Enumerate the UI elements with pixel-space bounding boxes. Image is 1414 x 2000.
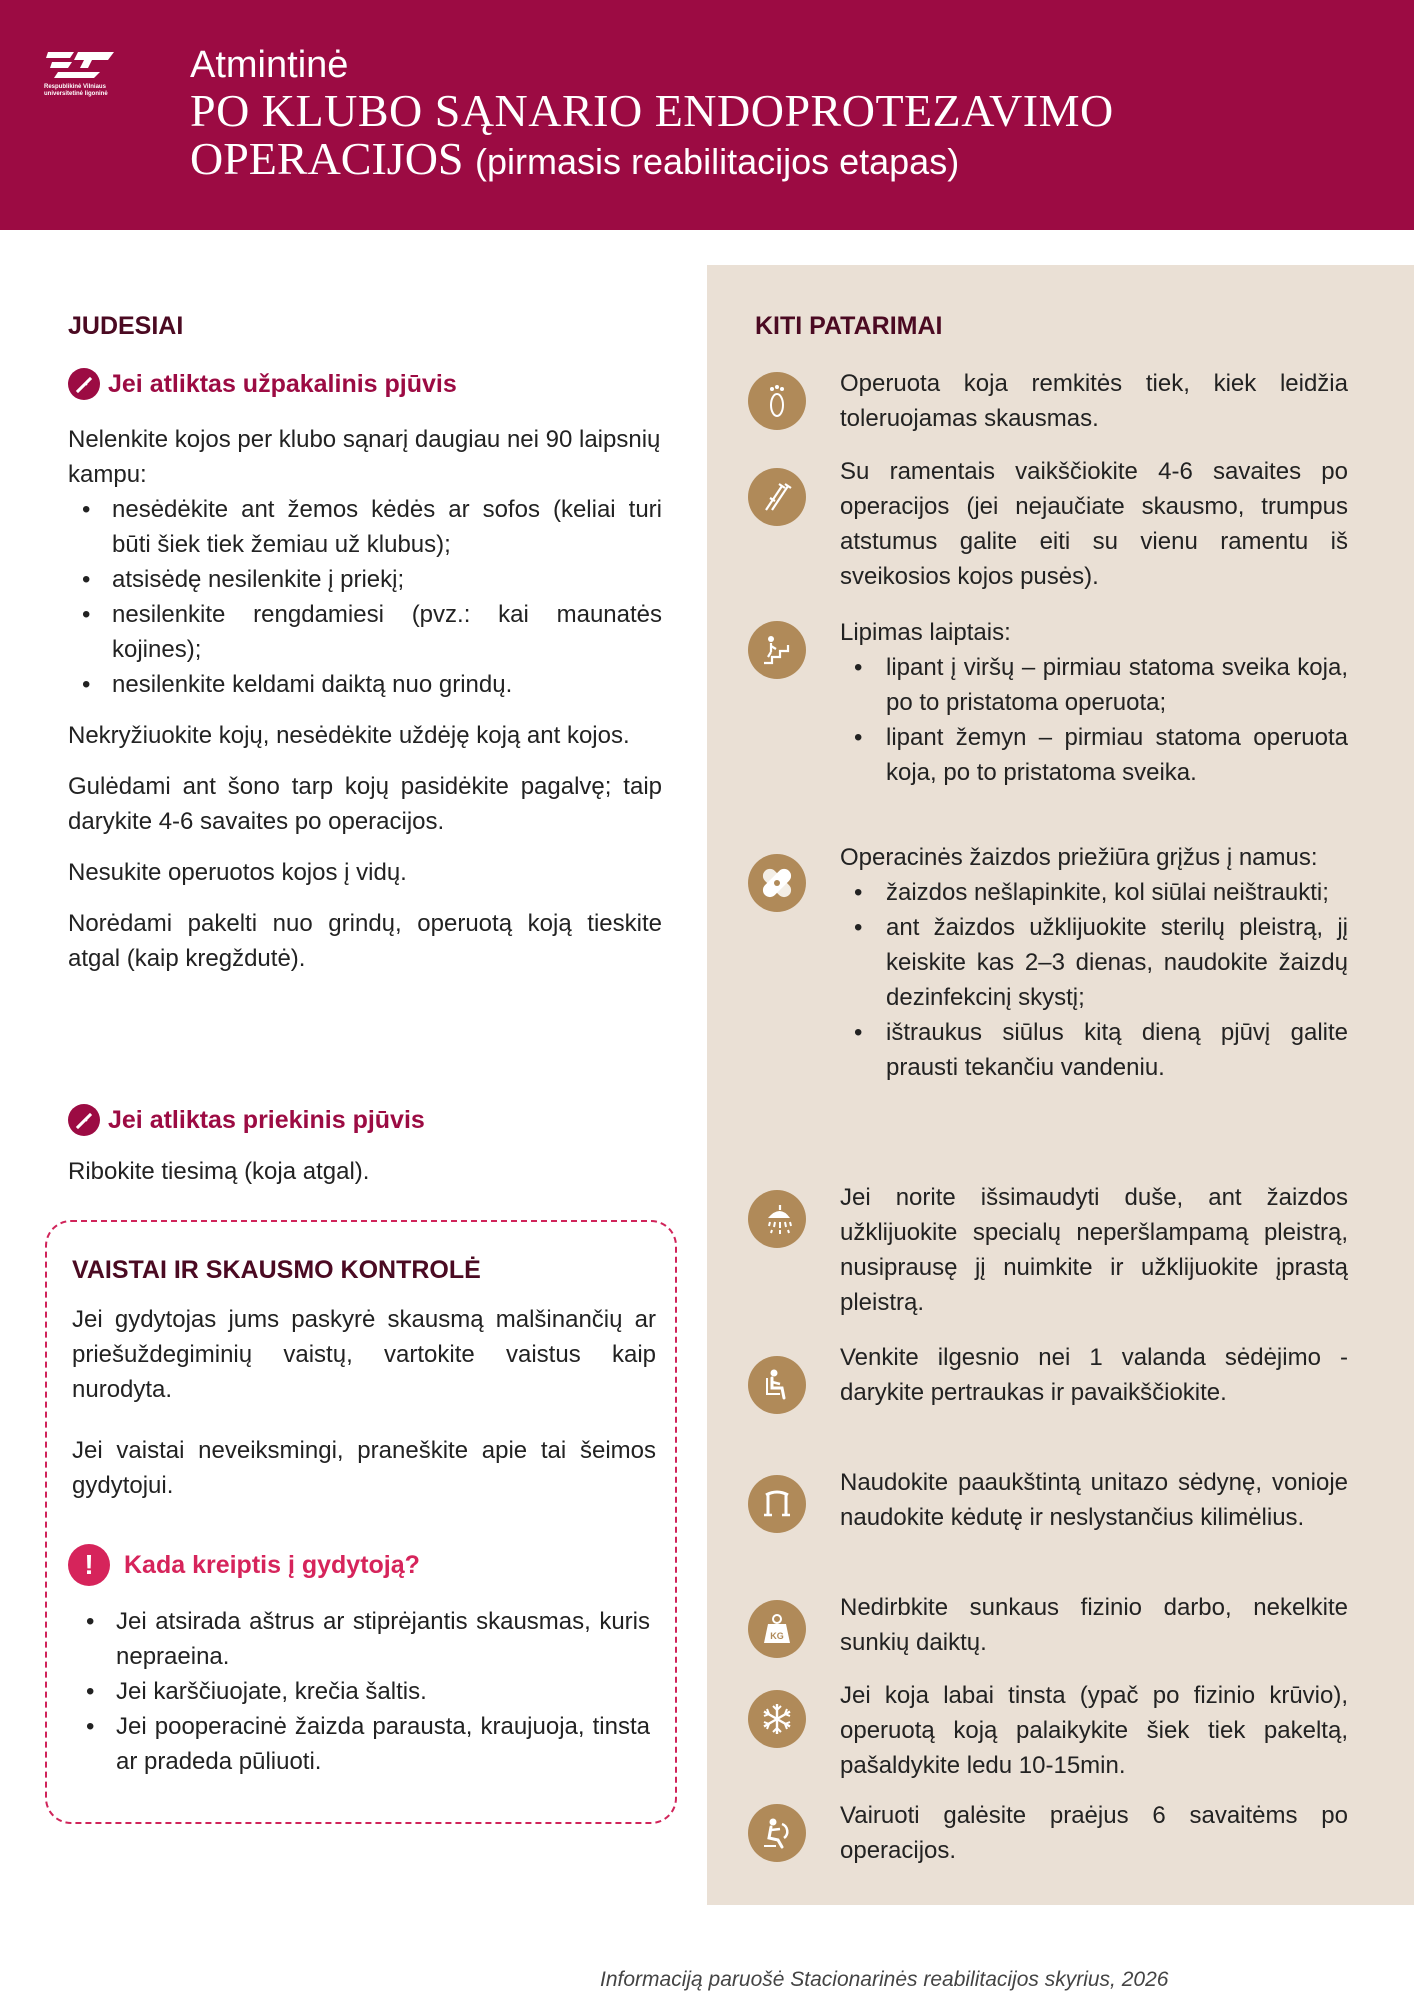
weight-kg-icon <box>748 1600 806 1658</box>
title-line-3 <box>190 134 1370 187</box>
movements-title: JUDESIAI <box>68 312 184 340</box>
weight-kg-label: KG <box>770 1631 784 1641</box>
page-title <box>190 42 1370 187</box>
posterior-intro: Nelenkite kojos per klubo sąnarį daugiau nei 90 laipsnių kampu: <box>68 426 661 488</box>
tip-text: Operuota koja remkitės tiek, kiek leidžia toleruojamas skausmas. <box>840 370 1348 432</box>
posterior-p2: Gulėdami ant šono tarp kojų pasidėkite pagalvę; taip darykite 4-6 savaites po operacijos. <box>68 773 662 835</box>
tip-text <box>840 615 1348 790</box>
anterior-text: Ribokite tiesimą (koja atgal). <box>68 1158 370 1185</box>
posterior-title: Jei atliktas užpakalinis pjūvis <box>108 369 457 398</box>
logo-text: Respublikinė Vilniaus universitetinė ligoninė <box>44 84 108 97</box>
footer-credit: Informaciją paruošė Stacionarinės reabilitacijos skyrius, 2026 <box>600 1968 1169 1991</box>
driver-icon <box>748 1804 806 1862</box>
anterior-heading <box>68 1104 425 1136</box>
meds-p1: Jei gydytojas jums paskyrė skausmą malšinančių ar priešuždegiminių vaistų, vartokite vaistus kaip nurodyta. <box>72 1306 656 1403</box>
footprint-icon <box>748 372 806 430</box>
title-line-3-main: OPERACIJOS <box>190 133 464 184</box>
bandage-icon <box>748 854 806 912</box>
tip-text: Naudokite paaukštintą unitazo sėdynę, vonioje naudokite kėdutę ir neslystančius kilimėlius. <box>840 1469 1348 1531</box>
tips-title: KITI PATARIMAI <box>755 312 943 340</box>
list-item: • lipant žemyn – pirmiau statoma operuota koja, po to pristatoma sveika. <box>840 720 1348 790</box>
shower-icon <box>748 1190 806 1248</box>
header-banner <box>0 0 1414 230</box>
list-item: • Jei atsirada aštrus ar stiprėjantis skausmas, kuris nepraeina. <box>72 1604 650 1674</box>
tip-text: Jei koja labai tinsta (ypač po fizinio krūvio), operuotą koją palaikykite šiek tiek pakeltą, pašaldykite ledu 10-15min. <box>840 1682 1348 1779</box>
posterior-list <box>68 492 662 702</box>
posterior-block <box>68 422 662 976</box>
meds-title: VAISTAI IR SKAUSMO KONTROLĖ <box>72 1256 481 1284</box>
list-item: • Jei karščiuojate, krečia šaltis. <box>72 1674 650 1709</box>
meds-p2: Jei vaistai neveiksmingi, praneškite apie tai šeimos gydytojui. <box>72 1437 656 1499</box>
exclamation-icon: ! <box>68 1544 110 1586</box>
list-item: • Jei pooperacinė žaizda parausta, kraujuoja, tinsta ar pradeda pūliuoti. <box>72 1709 650 1779</box>
alert-title: Kada kreiptis į gydytoją? <box>124 1550 420 1579</box>
list-item: • ant žaizdos užklijuokite sterilų pleistrą, jį keiskite kas 2–3 dienas, naudokite žaizdų dezinfekcinį skystį; <box>840 910 1348 1015</box>
alert-block <box>72 1604 650 1779</box>
snowflake-icon <box>748 1690 806 1748</box>
list-item: • nesėdėkite ant žemos kėdės ar sofos (keliai turi būti šiek tiek žemiau už klubus); <box>68 492 662 562</box>
tip-text: Jei norite išsimaudyti duše, ant žaizdos užklijuokite specialų neperšlampamą pleistrą, nusiprausę jį nuimkite ir užklijuokite įprastą pleistrą. <box>840 1184 1348 1316</box>
list-item: • lipant į viršų – pirmiau statoma sveika koja, po to pristatoma operuota; <box>840 650 1348 720</box>
scalpel-icon <box>68 1104 100 1136</box>
alert-heading <box>68 1544 420 1586</box>
alert-list <box>72 1604 650 1779</box>
tip-text: Nedirbkite sunkaus fizinio darbo, nekelkite sunkių daiktų. <box>840 1594 1348 1656</box>
stairs-icon <box>748 621 806 679</box>
wound-intro: Operacinės žaizdos priežiūra grįžus į namus: <box>840 844 1318 871</box>
anterior-title: Jei atliktas priekinis pjūvis <box>108 1105 425 1134</box>
list-item: • žaizdos nešlapinkite, kol siūlai neištraukti; <box>840 875 1348 910</box>
stairs-list <box>840 650 1348 790</box>
sitting-person-icon <box>748 1356 806 1414</box>
title-line-3-sub: (pirmasis reabilitacijos etapas) <box>475 141 960 182</box>
hospital-logo <box>44 48 118 108</box>
posterior-p3: Nesukite operuotos kojos į vidų. <box>68 859 407 886</box>
crutches-icon <box>748 468 806 526</box>
title-line-1: Atmintinė <box>190 44 349 86</box>
tip-text: Venkite ilgesnio nei 1 valanda sėdėjimo - darykite pertraukas ir pavaikščiokite. <box>840 1344 1348 1406</box>
scalpel-icon <box>68 368 100 400</box>
posterior-p1: Nekryžiuokite kojų, nesėdėkite uždėję koją ant kojos. <box>68 722 630 749</box>
list-item: • ištraukus siūlus kitą dieną pjūvį galite prausti tekančiu vandeniu. <box>840 1015 1348 1085</box>
posterior-p4: Norėdami pakelti nuo grindų, operuotą koją tieskite atgal (kaip kregždutė). <box>68 910 662 972</box>
list-item: • nesilenkite rengdamiesi (pvz.: kai maunatės kojines); <box>68 597 662 667</box>
title-line-2: PO KLUBO SĄNARIO ENDOPROTEZAVIMO <box>190 85 1114 136</box>
list-item: • nesilenkite keldami daiktą nuo grindų. <box>68 667 662 702</box>
tip-text: Vairuoti galėsite praėjus 6 savaitėms po operacijos. <box>840 1802 1348 1864</box>
posterior-heading <box>68 368 457 400</box>
raised-toilet-seat-icon <box>748 1475 806 1533</box>
stairs-intro: Lipimas laiptais: <box>840 619 1011 646</box>
list-item: • atsisėdę nesilenkite į priekį; <box>68 562 662 597</box>
tip-text: Su ramentais vaikščiokite 4-6 savaites po operacijos (jei nejaučiate skausmo, trumpus atstumus galite eiti su vienu ramentu iš sveikosios kojos pusės). <box>840 458 1348 590</box>
tip-text <box>840 840 1348 1085</box>
wound-list <box>840 875 1348 1085</box>
